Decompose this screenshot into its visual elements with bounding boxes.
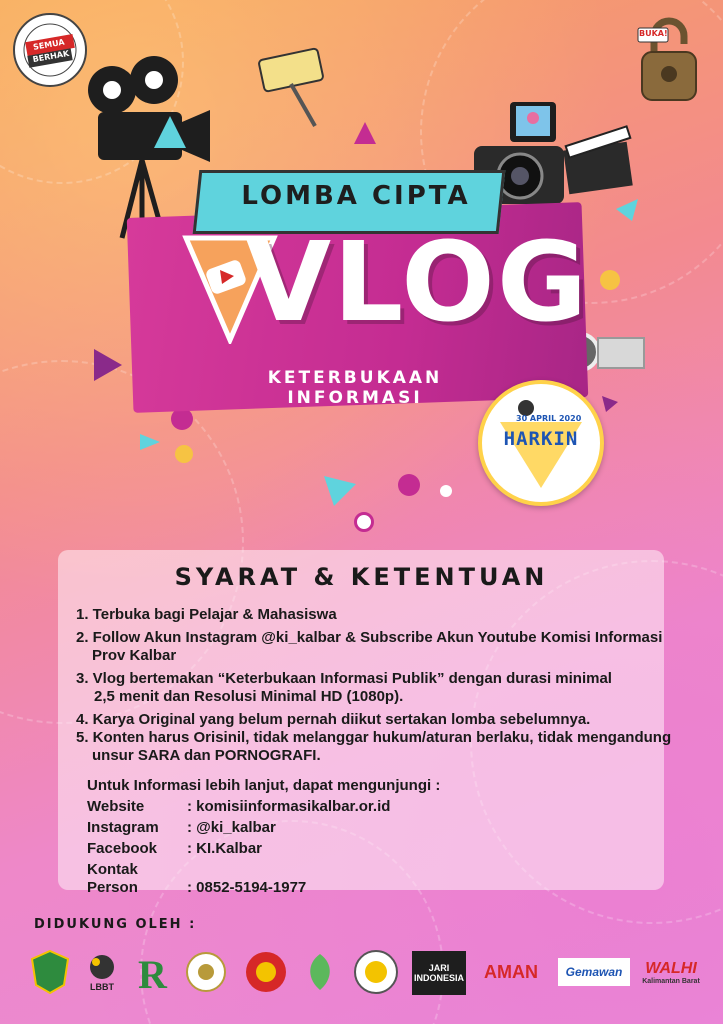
decor-triangle (320, 470, 360, 514)
jari-indonesia-logo (412, 951, 466, 995)
harkin-date: 30 APRIL 2020 (516, 414, 582, 423)
requirement-item: 3. Vlog bertemakan “Keterbukaan Informasi Publik” dengan durasi minimal (76, 670, 612, 687)
decor-triangle (150, 112, 190, 156)
contact-value: : @ki_kalbar (187, 819, 276, 836)
decor-dot (354, 512, 374, 532)
padlock-icon (636, 14, 702, 104)
contact-label: Facebook (87, 840, 158, 857)
decor-dot (175, 445, 193, 463)
contact-label: Kontak Person (87, 861, 138, 896)
seal-logo (352, 948, 400, 996)
jari-label: JARI INDONESIA (413, 963, 464, 983)
decor-dot (398, 474, 420, 496)
walhi-label: WALHI (645, 959, 697, 977)
requirement-item: 2. Follow Akun Instagram @ki_kalbar & Subscribe Akun Youtube Komisi Informasi (76, 629, 663, 646)
kalbar-province-logo (30, 948, 70, 996)
decor-triangle (88, 345, 128, 389)
gemawan-logo (558, 958, 630, 986)
requirement-item: 1. Terbuka bagi Pelajar & Mahasiswa (76, 606, 337, 623)
title-keterbukaan-informasi: KETERBUKAAN INFORMASI (267, 368, 443, 408)
requirement-item: 4. Karya Original yang belum pernah diikut sertakan lomba sebelumnya. (76, 711, 591, 728)
leaf-logo (302, 948, 338, 996)
requirement-item: 2,5 menit dan Resolusi Minimal HD (1080p). (94, 688, 404, 705)
red-round-logo (244, 948, 288, 996)
decor-dot (600, 270, 620, 290)
requirements-heading: SYARAT & KETENTUAN (174, 563, 549, 591)
harkin-title: HARKIN (503, 428, 579, 450)
r-logo (136, 948, 170, 996)
harkin-badge (478, 380, 604, 506)
contact-label: Instagram (87, 819, 159, 836)
supporters-heading: DIDUKUNG OLEH : (34, 917, 197, 932)
stamp-logo (12, 12, 88, 88)
gemawan-label: Gemawan (565, 965, 623, 979)
lbbt-logo (82, 948, 122, 996)
badge-text: BUKA! (639, 29, 668, 38)
contact-value: : 0852-5194-1977 (187, 879, 307, 896)
wreath-logo (184, 948, 228, 996)
decor-triangle (350, 118, 380, 152)
title-lomba-cipta: LOMBA CIPTA (241, 181, 471, 211)
contact-label: Website (87, 798, 145, 815)
contact-intro: Untuk Informasi lebih lanjut, dapat mengunjungi : (87, 777, 441, 794)
contact-row-facebook (87, 840, 262, 858)
stamp-text: SEMUA BERHAK TAHU! (32, 37, 70, 76)
requirement-item: Prov Kalbar (92, 647, 177, 664)
contact-value: : KI.Kalbar (187, 840, 263, 857)
decor-triangle (598, 392, 622, 420)
requirement-item: unsur SARA dan PORNOGRAFI. (92, 747, 321, 764)
aman-logo (476, 948, 546, 996)
contact-row-website (87, 798, 390, 816)
decor-triangle (612, 195, 642, 229)
lbbt-label: LBBT (90, 982, 114, 992)
requirement-item: 5. Konten harus Orisinil, tidak melanggar hukum/aturan berlaku, tidak mengandung (76, 729, 672, 746)
aman-label: AMAN (484, 961, 538, 982)
contact-row-person (87, 861, 306, 897)
svg-text:R: R (138, 952, 167, 994)
decor-triangle (138, 430, 162, 458)
walhi-region: Kalimantan Barat (642, 977, 700, 985)
walhi-logo (640, 948, 702, 996)
contact-value: : komisiinformasikalbar.or.id (187, 798, 391, 815)
title-vlog: VLOG (246, 218, 590, 346)
contact-row-instagram (87, 819, 276, 837)
selfie-stick-icon (255, 40, 335, 130)
decor-dot (440, 485, 452, 497)
